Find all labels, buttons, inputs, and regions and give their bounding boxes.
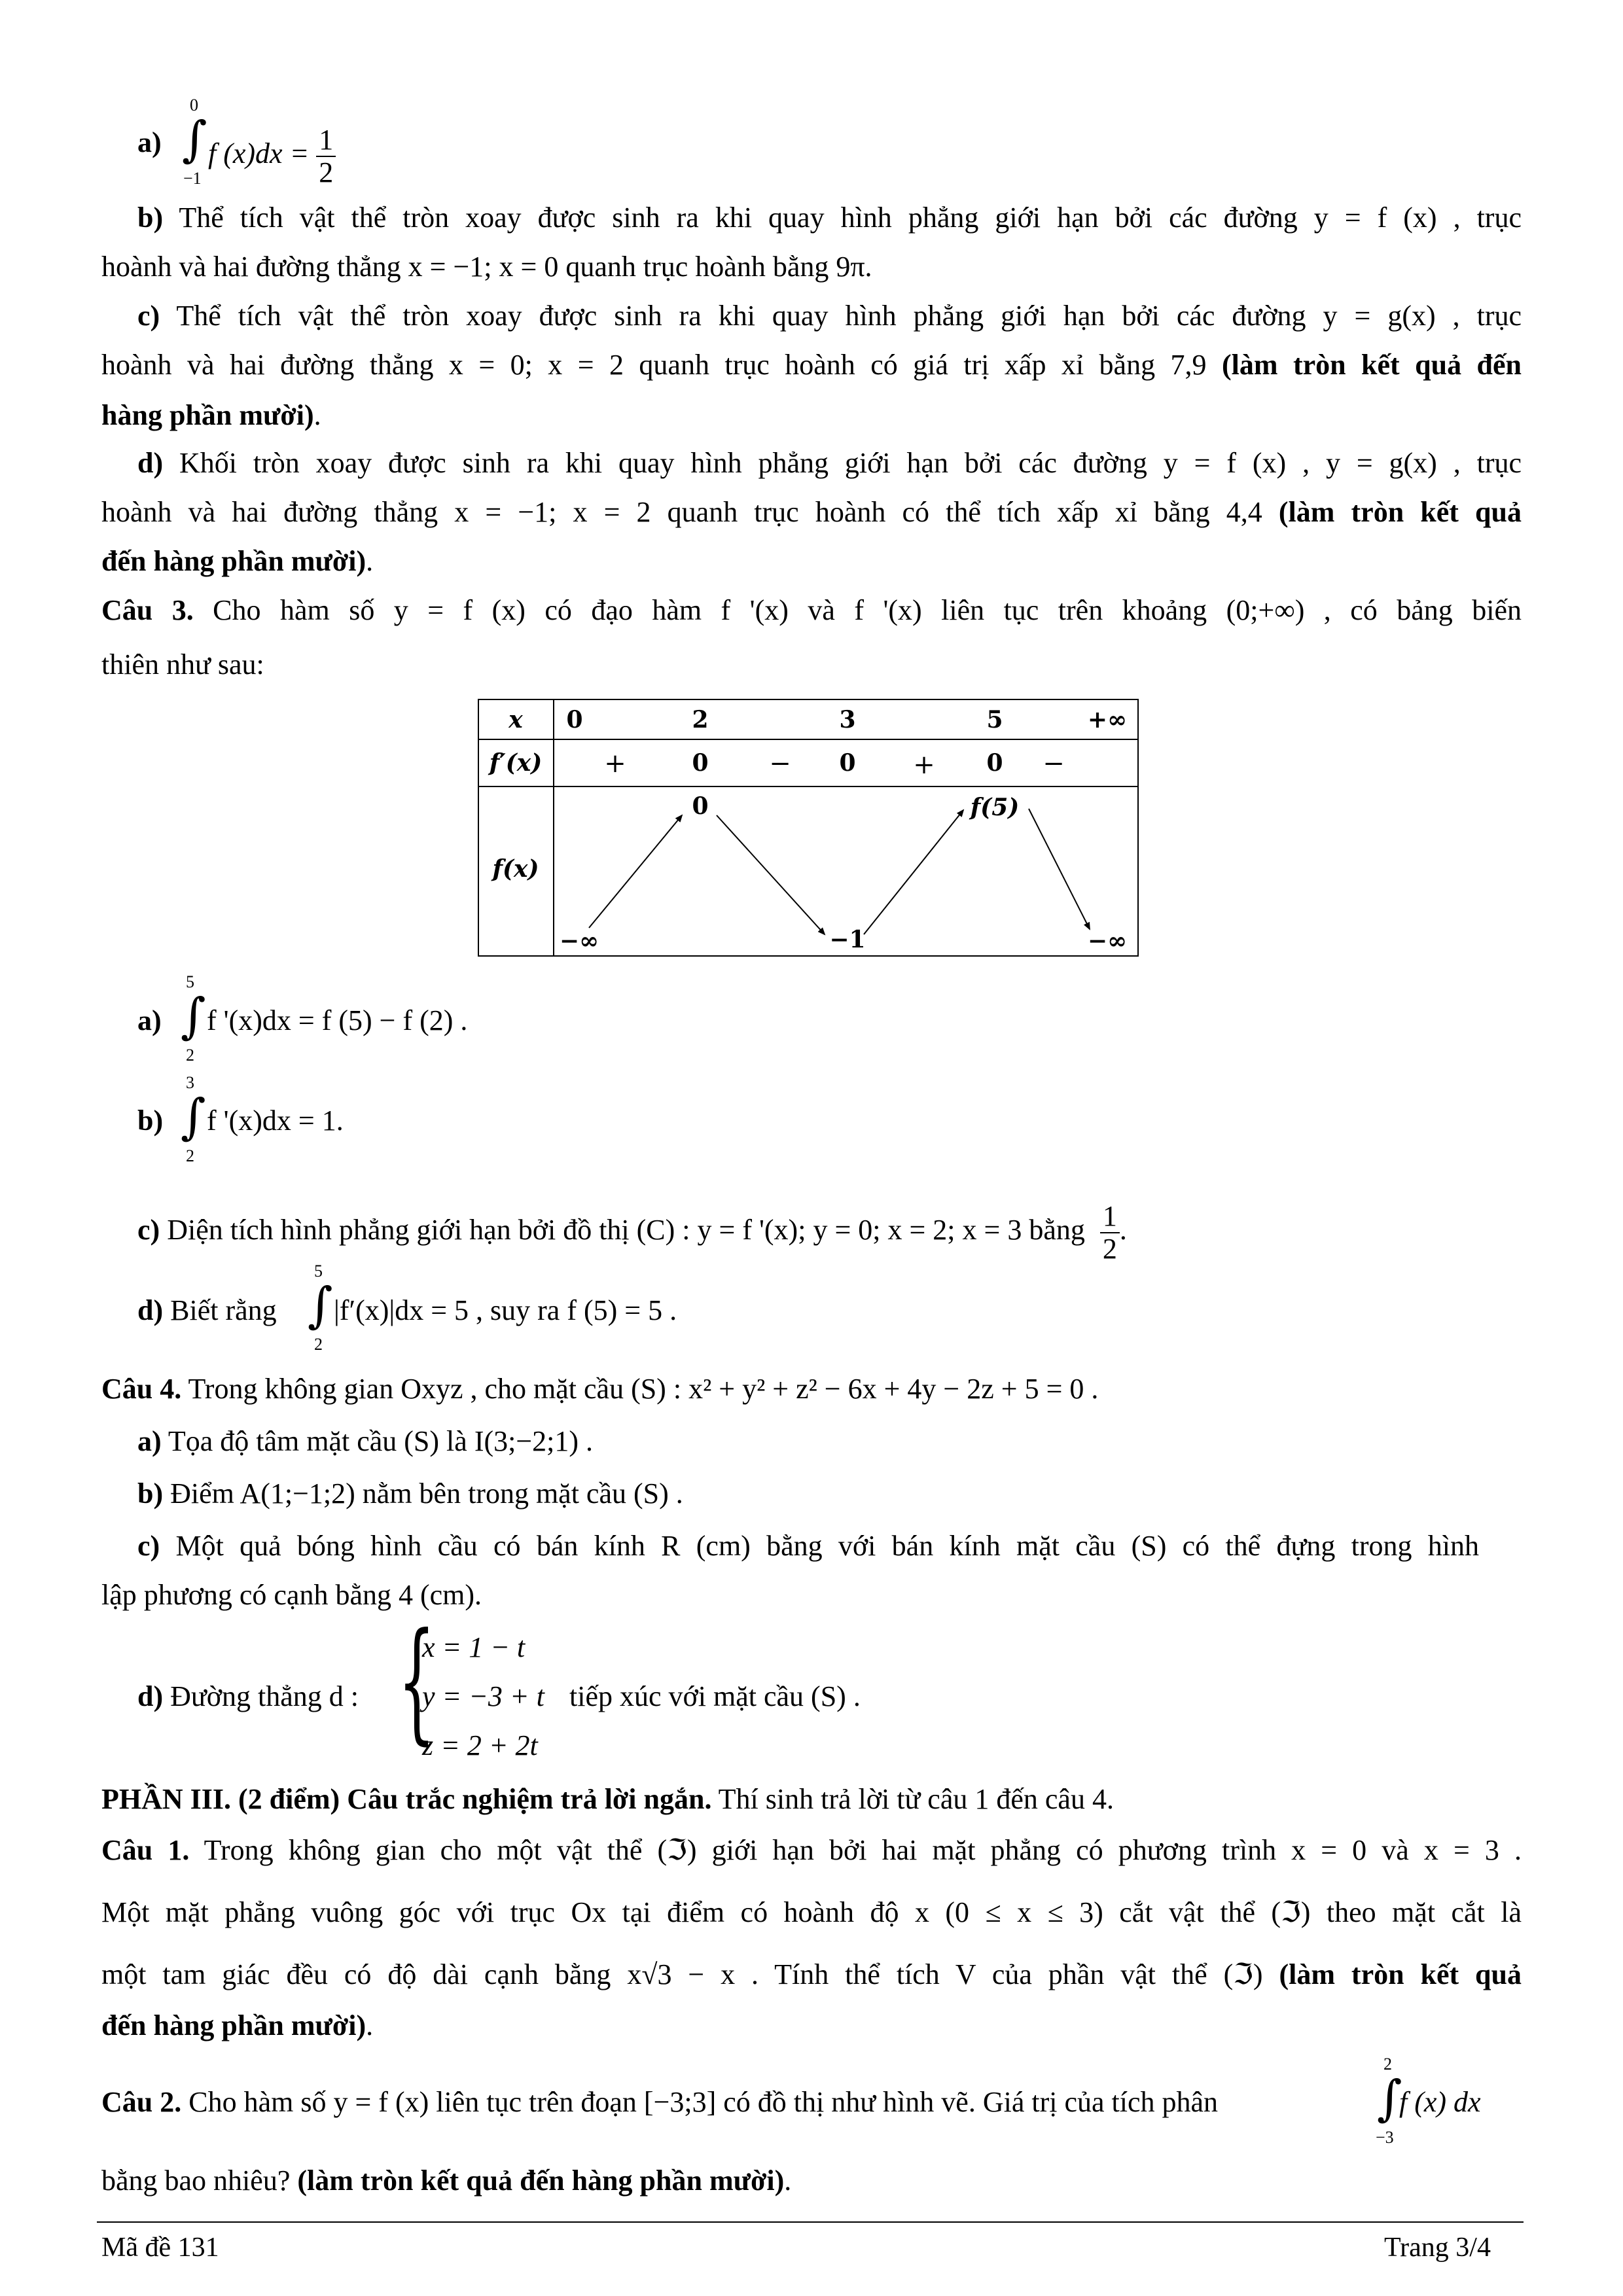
vt-fp-plus-2: + xyxy=(913,750,935,780)
q2b-line1: b) Thể tích vật thể tròn xoay được sinh ra khi quay hình phẳng giới hạn bởi các đường y = f (x) , trục xyxy=(137,202,1522,234)
q3a-integral: 5 ∫ 2 xyxy=(181,972,206,1065)
q3b-expression: f '(x)dx = 1. xyxy=(207,1104,344,1137)
q3d-expression: |f′(x)|dx = 5 , suy ra f (5) = 5 . xyxy=(334,1294,677,1326)
vt-x-inf: +∞ xyxy=(1087,706,1128,733)
vt-f-start: −∞ xyxy=(559,927,599,955)
vt-fp-zero-2: 0 xyxy=(839,749,856,777)
vt-fp-minus-2: − xyxy=(1043,749,1065,779)
vt-fp-zero-3: 0 xyxy=(986,749,1003,777)
q3c-line: c) Diện tích hình phẳng giới hạn bởi đồ thị (C) : y = f '(x); y = 0; x = 2; x = 3 bằng $\frac{1}{2}$ . xyxy=(137,1200,1127,1265)
q3a-expression: f '(x)dx = f (5) − f (2) . xyxy=(207,1004,468,1036)
p3q1-line3: một tam giác đều có độ dài cạnh bằng x√3 − x . Tính thể tích V của phần vật thể (ℑ) (làm tròn kết quả xyxy=(101,1958,1522,1990)
vt-f-max2: f(5) xyxy=(970,794,1020,821)
p3q1-line1: Câu 1. Trong không gian cho một vật thể (ℑ) giới hạn bởi hai mặt phẳng có phương trình x = 0 và x = 3 . xyxy=(101,1834,1522,1866)
p3q2-integral: 2 ∫ −3 xyxy=(1376,2055,1402,2147)
q4d-eq-x: x = 1 − t xyxy=(422,1631,526,1663)
q2c-line2: hoành và hai đường thẳng x = 0; x = 2 quanh trục hoành có giá trị xấp xỉ bằng 7,9 (làm tròn kết quả đến xyxy=(101,349,1522,381)
q3b-integral: 3 ∫ 2 xyxy=(181,1073,206,1165)
vt-arrow-up-1 xyxy=(589,815,682,928)
p3q2-integrand: f (x) dx xyxy=(1399,2086,1481,2118)
q3-line2: thiên như sau: xyxy=(101,648,264,680)
vt-x-3: 3 xyxy=(839,706,856,733)
q3c-fraction: $\frac{1}{2}$ xyxy=(1100,1201,1120,1265)
q2d-line2: hoành và hai đường thẳng x = −1; x = 2 quanh trục hoành có thể tích xấp xỉ bằng 4,4 (làm tròn kết quả xyxy=(101,496,1522,528)
vt-fp-plus-1: + xyxy=(604,749,626,779)
q4-line1: Câu 4. Trong không gian Oxyz , cho mặt cầu (S) : x² + y² + z² − 6x + 4y − 2z + 5 = 0 . xyxy=(101,1373,1099,1405)
vt-arrow-down-1 xyxy=(717,815,825,934)
p3q1-line2: Một mặt phẳng vuông góc với trục Ox tại điểm có hoành độ x (0 ≤ x ≤ 3) cắt vật thể (ℑ) theo mặt cắt là xyxy=(101,1896,1522,1928)
q4d-label: d) Đường thẳng d : xyxy=(137,1680,359,1712)
q2a-integral: 0 ∫ −1 xyxy=(182,96,207,188)
q4d-end: tiếp xúc với mặt cầu (S) . xyxy=(569,1680,861,1712)
q4a-line: a) Tọa độ tâm mặt cầu (S) là I(3;−2;1) . xyxy=(137,1425,594,1457)
q4c-line2: lập phương có cạnh bằng 4 (cm). xyxy=(101,1579,482,1611)
q2a-label: a) xyxy=(137,126,162,158)
footer-page-number: Trang 3/4 xyxy=(1384,2233,1491,2263)
vt-fp-minus-1: − xyxy=(769,749,791,779)
q3a-label: a) xyxy=(137,1004,162,1036)
q4d-eq-y: y = −3 + t xyxy=(422,1680,544,1712)
q2c-line3: hàng phần mười). xyxy=(101,399,321,431)
q4c-line1: c) Một quả bóng hình cầu có bán kính R (cm) bằng với bán kính mặt cầu (S) có thể đựng trong hình xyxy=(137,1530,1479,1562)
q4d-eq-z: z = 2 + 2t xyxy=(422,1729,538,1761)
vt-x-5: 5 xyxy=(986,706,1003,733)
q3d-label: d) Biết rằng xyxy=(137,1294,277,1326)
q4b-line: b) Điểm A(1;−1;2) nằm bên trong mặt cầu (S) . xyxy=(137,1477,683,1510)
vt-fp-zero-1: 0 xyxy=(692,749,709,777)
part3-heading: PHẦN III. (2 điểm) Câu trắc nghiệm trả lời ngắn. Thí sinh trả lời từ câu 1 đến câu 4. xyxy=(101,1783,1114,1815)
q2a-fraction: $\frac{1}{2}$ xyxy=(316,124,336,188)
vt-arrow-down-2 xyxy=(1029,809,1090,929)
vt-arrow-up-2 xyxy=(864,810,963,934)
q3-line1: Câu 3. Cho hàm số y = f (x) có đạo hàm f '(x) và f '(x) liên tục trên khoảng (0;+∞) , có bảng biến xyxy=(101,594,1522,626)
footer-exam-code: Mã đề 131 xyxy=(101,2233,219,2263)
vt-f-end: −∞ xyxy=(1087,927,1128,955)
p3q1-line4: đến hàng phần mười). xyxy=(101,2009,374,2041)
q4d-brace: { xyxy=(398,1605,436,1757)
p3q2-line2: bằng bao nhiêu? (làm tròn kết quả đến hàng phần mười). xyxy=(101,2164,792,2197)
vt-x-2: 2 xyxy=(692,706,709,733)
p3q2-line1: Câu 2. Cho hàm số y = f (x) liên tục trên đoạn [−3;3] có đồ thị như hình vẽ. Giá trị của tích phân xyxy=(101,2086,1219,2118)
footer-rule xyxy=(97,2221,1524,2223)
q2a-expression: f (x)dx = $\frac{1}{2}$ xyxy=(208,124,336,188)
vt-x-0: 0 xyxy=(566,706,583,733)
vt-label-x: x xyxy=(508,706,523,733)
q2d-line1: d) Khối tròn xoay được sinh ra khi quay hình phẳng giới hạn bởi các đường y = f (x) , y = g(x) , trục xyxy=(137,447,1522,479)
variation-table xyxy=(478,699,1139,957)
q3d-integral: 5 ∫ 2 xyxy=(308,1262,333,1354)
vt-label-fprime: f′(x) xyxy=(489,749,543,777)
q3b-label: b) xyxy=(137,1104,164,1137)
q2d-line3: đến hàng phần mười). xyxy=(101,545,374,577)
q2b-line2: hoành và hai đường thẳng x = −1; x = 0 quanh trục hoành bằng 9π. xyxy=(101,251,872,283)
vt-f-max1: 0 xyxy=(692,792,709,820)
q2c-line1: c) Thể tích vật thể tròn xoay được sinh ra khi quay hình phẳng giới hạn bởi các đường y = g(x) , trục xyxy=(137,300,1522,332)
vt-f-min: −1 xyxy=(829,926,866,953)
vt-label-f: f(x) xyxy=(492,855,539,883)
